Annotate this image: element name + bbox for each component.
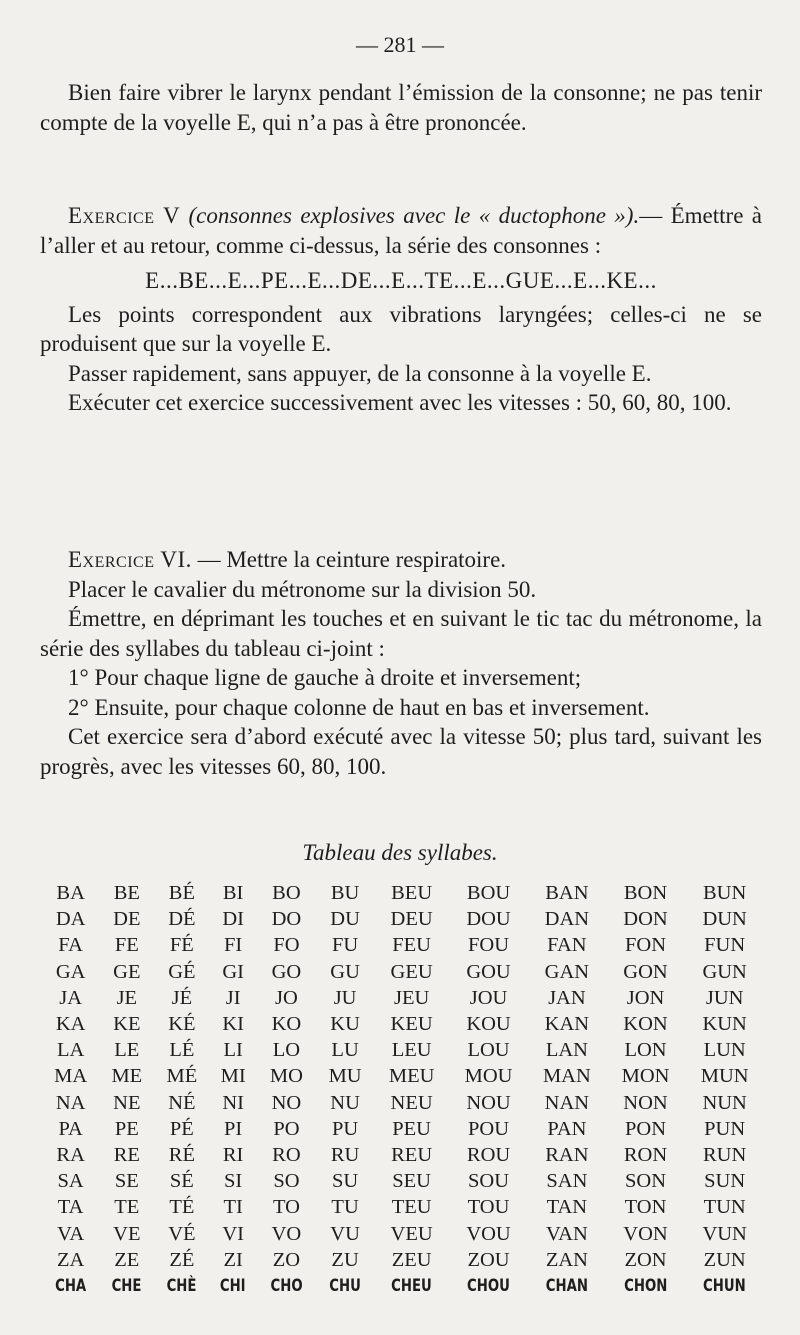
syllable-cell: TI [223, 1196, 243, 1219]
syllable-row [42, 1168, 764, 1194]
syllable-cell: BA [56, 882, 85, 905]
syllable-cell: PA [58, 1117, 83, 1140]
syllable-cell: KÉ [168, 1013, 196, 1036]
syllable-cell: JUN [705, 986, 744, 1009]
syllable-cell: MOU [464, 1065, 513, 1088]
syllable-row [42, 880, 764, 906]
syllable-cell: CHAN [545, 1275, 588, 1296]
syllable-cell: TOU [467, 1196, 510, 1219]
syllable-cell: MON [621, 1065, 670, 1088]
syllable-cell: CHO [270, 1275, 303, 1296]
syllable-cell: PU [331, 1117, 359, 1140]
exercise-5-paragraph-1: Les points correspondent aux vibrations laryngées; celles-ci ne se produisent que sur la voyelle E. [40, 301, 762, 356]
syllable-cell: GAN [544, 960, 590, 983]
syllable-cell: TAN [546, 1196, 588, 1219]
syllable-cell: ZAN [545, 1248, 588, 1271]
syllable-cell: GA [55, 960, 86, 983]
exercise-5-heading [40, 201, 762, 260]
exercise-5-instruction: — Émettre à l’aller et au retour, comme ci-dessus, la série des consonnes : [40, 203, 762, 258]
syllable-cell: ZÉ [169, 1248, 195, 1271]
syllable-cell: BI [222, 882, 244, 905]
syllable-cell: POU [468, 1117, 510, 1140]
syllable-cell: VI [222, 1222, 244, 1245]
syllable-cell: KEU [390, 1013, 433, 1036]
syllable-cell: SUN [704, 1170, 746, 1193]
syllable-cell: LO [272, 1039, 301, 1062]
syllable-row [42, 985, 764, 1011]
syllable-cell: MU [328, 1065, 362, 1088]
syllable-cell: MUN [700, 1065, 749, 1088]
syllable-cell: PI [224, 1117, 243, 1140]
syllable-row [42, 1247, 764, 1273]
exercise-6-paragraph-1: Placer le cavalier du métronome sur la division 50. [68, 576, 537, 602]
syllable-cell: MÉ [166, 1065, 198, 1088]
syllable-cell: LU [331, 1039, 359, 1062]
syllable-cell: BAN [545, 882, 589, 905]
syllable-cell: FI [224, 934, 243, 957]
syllable-cell: GUN [702, 960, 747, 983]
syllable-cell: RI [222, 1143, 244, 1166]
syllable-cell: DO [271, 908, 302, 931]
syllable-cell: FÉ [169, 934, 194, 957]
syllable-cell: SAN [546, 1170, 588, 1193]
syllable-cell: DÉ [168, 908, 196, 931]
syllable-cell: TU [331, 1196, 359, 1219]
syllable-cell: JE [116, 986, 138, 1009]
syllable-cell: TON [624, 1196, 667, 1219]
syllable-cell: CHE [111, 1275, 142, 1296]
syllable-row [42, 1090, 764, 1116]
syllable-cell: FA [58, 934, 83, 957]
syllable-cell: VA [57, 1222, 85, 1245]
syllable-cell: GEU [390, 960, 433, 983]
consonant-series: E...BE...E...PE...E...DE...E...TE...E...GUE...E...KE... [145, 268, 657, 293]
syllable-cell: ZON [624, 1248, 667, 1271]
syllable-cell: DON [623, 908, 668, 931]
syllable-cell: KAN [544, 1013, 590, 1036]
syllable-cell: JU [333, 986, 357, 1009]
syllable-cell: VEU [390, 1222, 433, 1245]
syllable-cell: VÉ [168, 1222, 196, 1245]
syllable-cell: VAN [545, 1222, 588, 1245]
syllable-cell: LA [56, 1039, 85, 1062]
syllable-cell: KU [330, 1013, 360, 1036]
syllable-cell: MO [269, 1065, 303, 1088]
syllable-cell: JON [626, 986, 665, 1009]
syllable-cell: FU [331, 934, 359, 957]
syllable-cell: NO [271, 1091, 302, 1114]
syllable-cell: FO [273, 934, 300, 957]
syllable-cell: ROU [466, 1143, 511, 1166]
syllable-cell: KE [113, 1013, 141, 1036]
syllable-cell: TE [114, 1196, 140, 1219]
syllable-cell: ZU [331, 1248, 359, 1271]
page-number: — 281 — [356, 32, 444, 57]
exercise-6-paragraph-4: 2° Ensuite, pour chaque colonne de haut en bas et inversement. [68, 694, 650, 720]
syllable-cell: BÉ [168, 882, 195, 905]
table-caption: Tableau des syllabes. [302, 840, 498, 865]
exercise-5-paragraph-2: Passer rapidement, sans appuyer, de la consonne à la voyelle E. [68, 360, 652, 386]
syllable-cell: DOU [466, 908, 511, 931]
syllable-cell: JAN [548, 986, 586, 1009]
syllable-cell: JÉ [171, 986, 193, 1009]
syllable-cell: JI [225, 986, 241, 1009]
syllable-cell: PUN [704, 1117, 746, 1140]
syllable-cell: MAN [542, 1065, 591, 1088]
syllable-cell: CHÈ [166, 1275, 197, 1296]
syllable-cell: ZE [114, 1248, 140, 1271]
syllable-cell: CHON [623, 1275, 668, 1296]
syllable-row [42, 1273, 764, 1299]
syllable-cell: DAN [544, 908, 590, 931]
intro-paragraph: Bien faire vibrer le larynx pendant l’émission de la consonne; ne pas tenir compte de la voyelle E, qui n’a pas à être prononcée. [40, 80, 762, 135]
syllable-cell: PE [114, 1117, 139, 1140]
syllable-cell: NUN [702, 1091, 747, 1114]
syllable-cell: GI [222, 960, 244, 983]
syllable-cell: CHI [220, 1275, 247, 1296]
syllable-cell: SEU [392, 1170, 431, 1193]
syllable-cell: DU [330, 908, 360, 931]
syllable-cell: ZUN [703, 1248, 746, 1271]
syllable-cell: NU [330, 1091, 360, 1114]
syllable-cell: RAN [545, 1143, 589, 1166]
syllable-cell: CHEU [391, 1275, 432, 1296]
syllable-cell: VO [271, 1222, 302, 1245]
syllable-cell: NON [623, 1091, 668, 1114]
syllable-cell: GÉ [168, 960, 196, 983]
syllable-cell: GOU [466, 960, 511, 983]
syllable-cell: KA [55, 1013, 86, 1036]
syllable-cell: BEU [391, 882, 433, 905]
syllable-cell: VUN [702, 1222, 747, 1245]
exercise-6-paragraph-3: 1° Pour chaque ligne de gauche à droite et inversement; [68, 665, 582, 690]
syllable-cell: LEU [391, 1039, 432, 1062]
syllable-cell: TUN [703, 1196, 746, 1219]
syllable-cell: ME [111, 1065, 143, 1088]
syllable-cell: SA [57, 1170, 84, 1193]
syllable-cell: ZEU [391, 1248, 432, 1271]
syllable-cell: NÉ [168, 1091, 196, 1114]
intro-paragraph-block [40, 78, 762, 137]
syllable-cell: DA [55, 908, 86, 931]
syllable-cell: BOU [466, 882, 511, 905]
exercise-6-label: Exercice VI. [68, 547, 192, 572]
syllable-cell: ZA [56, 1248, 85, 1271]
syllable-cell: MI [220, 1065, 246, 1088]
syllable-cell: SÉ [169, 1170, 194, 1193]
syllable-cell: KO [271, 1013, 302, 1036]
syllable-cell: FAN [547, 934, 587, 957]
syllable-cell: LÉ [169, 1039, 195, 1062]
syllable-cell: GON [623, 960, 668, 983]
syllable-cell: NA [55, 1091, 86, 1114]
syllable-cell: BU [330, 882, 360, 905]
syllable-cell: JO [275, 986, 298, 1009]
syllable-cell: CHA [55, 1275, 87, 1296]
syllable-row [42, 1194, 764, 1220]
syllable-cell: VE [113, 1222, 141, 1245]
syllable-cell: VU [330, 1222, 360, 1245]
syllable-cell: DI [222, 908, 244, 931]
syllable-cell: DEU [390, 908, 433, 931]
syllable-cell: MEU [388, 1065, 435, 1088]
syllable-cell: TEU [391, 1196, 432, 1219]
exercise-5-paragraph-3: Exécuter cet exercice successivement avec les vitesses : 50, 60, 80, 100. [68, 390, 732, 415]
syllable-cell: VOU [466, 1222, 511, 1245]
syllable-cell: VON [623, 1222, 668, 1245]
syllable-cell: KOU [466, 1013, 511, 1036]
syllable-row [42, 932, 764, 958]
syllable-cell: PÉ [169, 1117, 194, 1140]
syllable-cell: FEU [392, 934, 431, 957]
syllable-row [42, 1220, 764, 1246]
exercise-5 [40, 201, 762, 418]
syllable-cell: CHUN [703, 1275, 746, 1296]
syllable-cell: LAN [545, 1039, 588, 1062]
syllable-cell: GE [113, 960, 141, 983]
syllable-cell: BO [272, 882, 301, 905]
syllable-cell: LI [223, 1039, 243, 1062]
syllable-cell: LUN [703, 1039, 746, 1062]
syllable-cell: JEU [393, 986, 430, 1009]
exercise-6-paragraph-5: Cet exercice sera d’abord exécuté avec la vitesse 50; plus tard, suivant les progrès, avec les vitesses 60, 80, 100. [40, 724, 762, 779]
syllable-cell: JA [59, 986, 83, 1009]
syllable-cell: NEU [390, 1091, 433, 1114]
syllable-cell: KUN [702, 1013, 747, 1036]
syllable-cell: BUN [703, 882, 747, 905]
syllable-cell: ZOU [467, 1248, 510, 1271]
syllable-cell: LE [114, 1039, 140, 1062]
exercise-5-title: (consonnes explosives avec le « ductophone »). [188, 203, 640, 228]
syllable-cell: CHOU [467, 1275, 510, 1296]
syllable-cell: NAN [544, 1091, 590, 1114]
syllable-cell: PO [273, 1117, 300, 1140]
syllable-cell: PAN [547, 1117, 587, 1140]
syllable-row [42, 1142, 764, 1168]
syllable-cell: DUN [702, 908, 747, 931]
syllable-cell: RU [330, 1143, 360, 1166]
syllable-cell: SON [625, 1170, 667, 1193]
syllable-cell: RE [113, 1143, 140, 1166]
syllable-cell: REU [391, 1143, 433, 1166]
syllable-cell: FON [625, 934, 667, 957]
syllable-cell: RÉ [168, 1143, 195, 1166]
syllable-cell: SO [273, 1170, 300, 1193]
syllable-cell: TA [57, 1196, 84, 1219]
exercise-6-instruction: — Mettre la ceinture respiratoire. [197, 547, 507, 572]
syllable-cell: GU [330, 960, 360, 983]
syllable-cell: FOU [468, 934, 510, 957]
syllable-cell: ZI [223, 1248, 243, 1271]
syllable-row [42, 959, 764, 985]
exercise-6 [40, 545, 762, 781]
syllable-cell: MA [54, 1065, 88, 1088]
syllable-cell: LOU [467, 1039, 510, 1062]
syllable-row [42, 906, 764, 932]
syllable-row [42, 1037, 764, 1063]
syllable-cell: RUN [703, 1143, 747, 1166]
syllable-cell: FUN [704, 934, 746, 957]
exercise-5-label: Exercice V [68, 203, 181, 228]
syllable-table [42, 880, 764, 1299]
syllable-cell: LON [624, 1039, 667, 1062]
syllable-cell: PON [625, 1117, 667, 1140]
syllable-cell: GO [271, 960, 302, 983]
syllable-cell: KON [623, 1013, 668, 1036]
syllable-cell: KI [222, 1013, 244, 1036]
syllable-row [42, 1011, 764, 1037]
syllable-row [42, 1116, 764, 1142]
syllable-cell: ZO [272, 1248, 301, 1271]
syllable-row [42, 1063, 764, 1089]
syllable-cell: SI [224, 1170, 243, 1193]
syllable-cell: SE [114, 1170, 139, 1193]
syllable-cell: RA [56, 1143, 85, 1166]
syllable-cell: FE [114, 934, 139, 957]
syllable-cell: SOU [468, 1170, 510, 1193]
syllable-cell: BE [113, 882, 140, 905]
syllable-cell: BON [623, 882, 668, 905]
syllable-cell: NOU [466, 1091, 511, 1114]
syllable-cell: RON [623, 1143, 668, 1166]
syllable-cell: NE [113, 1091, 141, 1114]
syllable-cell: DE [113, 908, 141, 931]
syllable-cell: RO [272, 1143, 301, 1166]
syllable-cell: SU [331, 1170, 359, 1193]
exercise-6-paragraph-2: Émettre, en déprimant les touches et en suivant le tic tac du métronome, la série des syllabes du tableau ci-joint : [40, 606, 762, 661]
syllable-cell: PEU [392, 1117, 431, 1140]
syllable-cell: NI [222, 1091, 244, 1114]
syllable-cell: JOU [469, 986, 508, 1009]
syllable-cell: TÉ [169, 1196, 195, 1219]
exercise-6-heading [40, 545, 762, 575]
syllable-cell: TO [272, 1196, 300, 1219]
syllable-cell: CHU [329, 1275, 361, 1296]
